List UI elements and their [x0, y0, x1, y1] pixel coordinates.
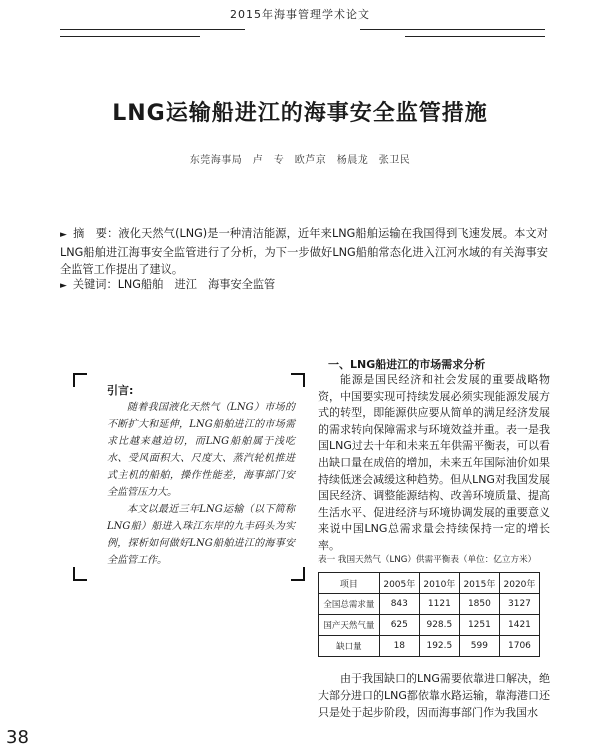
table-cell: 国产天然气量: [319, 615, 380, 636]
table-cell: 192.5: [419, 636, 459, 657]
paper-title: LNG运输船进江的海事安全监管措施: [112, 101, 488, 126]
corner-mark-icon: [291, 567, 305, 581]
corner-mark-icon: [291, 373, 305, 387]
table-cell: 843: [379, 594, 419, 615]
abstract-label: 摘 要：: [72, 227, 119, 240]
table-cell: 1706: [499, 636, 539, 657]
table-row: [319, 636, 540, 657]
table-cell: 928.5: [419, 615, 459, 636]
corner-mark-icon: [73, 567, 87, 581]
table-cell: 1251: [459, 615, 499, 636]
table-header-cell: 项目: [319, 573, 380, 594]
table-header-cell: 2015年: [459, 573, 499, 594]
table-cell: 3127: [499, 594, 539, 615]
intro-body: [107, 399, 295, 569]
table-row: [319, 615, 540, 636]
table-header-row: [319, 573, 540, 594]
header-rule-left-lower: [60, 36, 200, 37]
table-header-cell: 2010年: [419, 573, 459, 594]
continuation-paragraph: 由于我国缺口的LNG需要依靠进口解决，绝大部分进口的LNG都依靠水路运输，靠海港口还只是处于起步阶段，因而海事部门作为我国水: [318, 672, 550, 719]
supply-demand-table: [318, 572, 540, 657]
section-paragraph: 能源是国民经济和社会发展的重要战略物资，中国要实现可持续发展必须实现能源发展方式的转型，即能源供应要从简单的满足经济发展的需求转向保障需求与环境效益并重。表一是我国LNG过去十年和未来五年供需平衡表，可以看出缺口量在成倍的增加，未来五年国际油价如果持续低迷会减缓这种趋势。但从LNG对我国发展国民经济、调整能源结构、改善环境质量、提高生活水平、促进经济与环境协调发展的重要意义来说中国LNG总需求量会持续保持一定的增长率。: [318, 373, 550, 552]
keywords-text: LNG船舶 进江 海事安全监管: [117, 278, 276, 291]
page-number: 38: [6, 727, 29, 748]
section-body: [318, 372, 550, 555]
table-caption: 表一 我国天然气（LNG）供需平衡表（单位：亿立方米）: [318, 555, 537, 565]
intro-paragraph: 本文以最近三年LNG运输（以下简称LNG船）船进入珠江东岸的九丰码头为实例，探析如何做好LNG船舶进江的海事安全监管工作。: [107, 504, 295, 566]
table-cell: 625: [379, 615, 419, 636]
table-cell: 缺口量: [319, 636, 380, 657]
table-cell: 18: [379, 636, 419, 657]
keywords-label: 关键词：: [72, 278, 118, 291]
continuation-text: [318, 670, 550, 721]
section-heading: 一、LNG船进江的市场需求分析: [328, 358, 486, 371]
header-rule-left: [60, 29, 245, 30]
header-rule-right-lower: [405, 36, 545, 37]
intro-box: [73, 373, 305, 581]
table-header-cell: 2005年: [379, 573, 419, 594]
abstract-text: 液化天然气(LNG)是一种清洁能源，近年来LNG船舶运输在我国得到飞速发展。本文对LNG船舶进江海事安全监管进行了分析，为下一步做好LNG船舶常态化进入江河水域的有关海事安全监管工作提出了建议。: [60, 227, 548, 276]
table-row: [319, 594, 540, 615]
intro-paragraph: 随着我国液化天然气（LNG）市场的不断扩大和延伸，LNG船舶进江的市场需求比越来越迫切，而LNG船舶属于浅吃水、受风面积大、尺度大、蒸汽轮机推进式主机的船舶，操作性能差，海事部门安全监管压力大。: [107, 402, 295, 498]
triangle-bullet-icon: ►: [60, 281, 67, 291]
corner-mark-icon: [73, 373, 87, 387]
running-header: 2015年海事管理学术论文: [230, 8, 370, 21]
table-cell: 1121: [419, 594, 459, 615]
table-header-cell: 2020年: [499, 573, 539, 594]
header-rule-right: [360, 29, 545, 30]
table-cell: 全国总需求量: [319, 594, 380, 615]
intro-heading: 引言:: [107, 384, 134, 397]
abstract: [60, 225, 548, 278]
keywords: [60, 276, 548, 295]
table-cell: 1421: [499, 615, 539, 636]
table-cell: 1850: [459, 594, 499, 615]
table-cell: 599: [459, 636, 499, 657]
triangle-bullet-icon: ►: [60, 230, 67, 240]
paper-authors: 东莞海事局 卢 专 欧芦京 杨晨龙 张卫民: [189, 155, 411, 166]
